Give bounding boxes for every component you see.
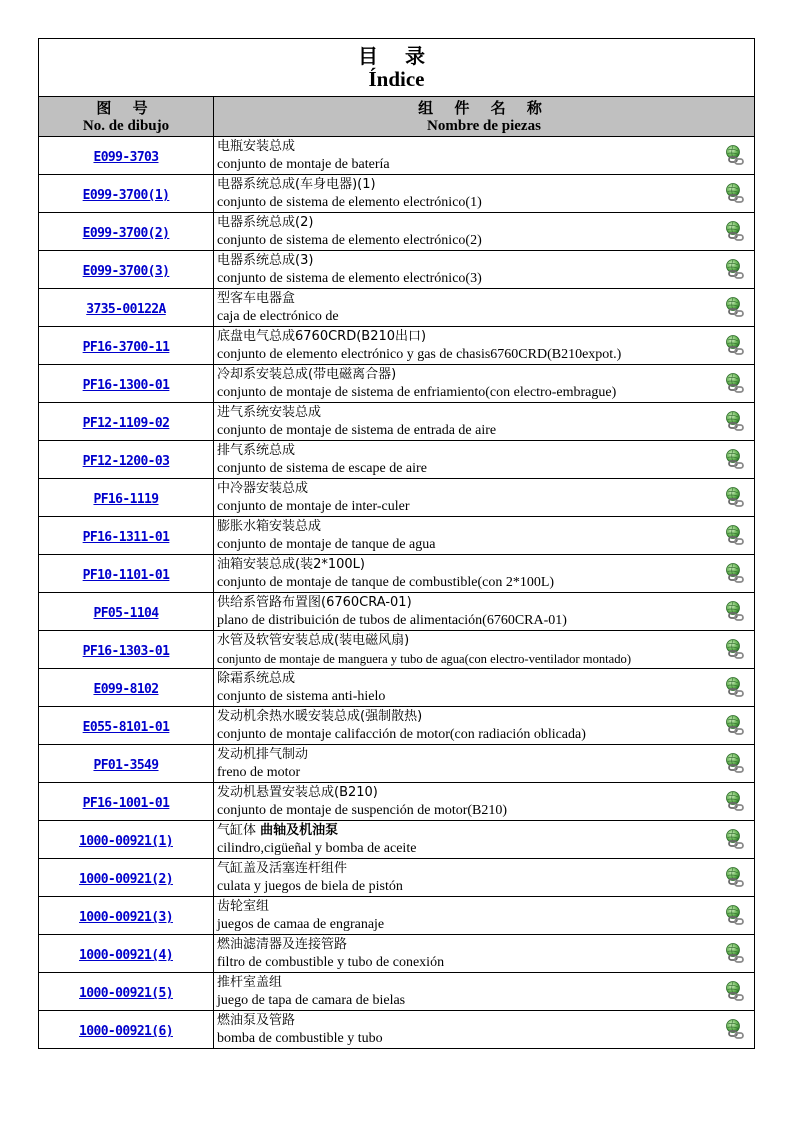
drawing-number-link[interactable]: PF01-3549 xyxy=(93,758,159,773)
drawing-number-link[interactable]: 1000-00921(4) xyxy=(79,948,173,963)
part-name-cell xyxy=(214,213,755,251)
part-name-es: culata y juegos de biela de pistón xyxy=(217,878,403,894)
part-name-es: freno de motor xyxy=(217,764,301,780)
table-row xyxy=(39,1011,755,1049)
drawing-number-link[interactable]: E099-3700(2) xyxy=(82,226,170,241)
part-name-cell xyxy=(214,669,755,707)
part-name-cn xyxy=(217,974,754,992)
chain-link-globe-icon[interactable] xyxy=(724,486,746,508)
part-name-cn xyxy=(217,670,754,688)
drawing-number-cell xyxy=(39,137,214,175)
table-row xyxy=(39,669,755,707)
chain-link-globe-icon[interactable] xyxy=(724,258,746,280)
drawing-number-link[interactable]: 1000-00921(2) xyxy=(79,872,173,887)
index-sheet xyxy=(38,38,754,1049)
part-name-es: conjunto de sistema de elemento electrónico(1) xyxy=(217,194,482,210)
table-row xyxy=(39,897,755,935)
chain-link-globe-icon[interactable] xyxy=(724,828,746,850)
table-row xyxy=(39,821,755,859)
drawing-number-link[interactable]: E055-8101-01 xyxy=(82,720,170,735)
drawing-number-cell xyxy=(39,859,214,897)
drawing-number-link[interactable]: PF05-1104 xyxy=(93,606,159,621)
part-name-cn xyxy=(217,290,754,308)
chain-link-globe-icon[interactable] xyxy=(724,562,746,584)
part-name-cell xyxy=(214,783,755,821)
part-name-cn xyxy=(217,784,754,802)
part-name-cn-text: 供给系管路布置图(6760CRA-01) xyxy=(217,594,412,610)
part-name-es: juego de tapa de camara de bielas xyxy=(217,992,406,1008)
column-header-drawing-no xyxy=(39,97,214,137)
drawing-number-link[interactable]: PF16-1119 xyxy=(93,492,159,507)
part-name-cell xyxy=(214,441,755,479)
part-name-es: caja de electrónico de xyxy=(217,308,339,324)
drawing-number-cell xyxy=(39,935,214,973)
chain-link-globe-icon[interactable] xyxy=(724,296,746,318)
part-name-cell xyxy=(214,365,755,403)
part-name-cell xyxy=(214,555,755,593)
part-name-cn xyxy=(217,442,754,460)
drawing-number-link[interactable]: E099-3700(3) xyxy=(82,264,170,279)
drawing-number-cell xyxy=(39,175,214,213)
chain-link-globe-icon[interactable] xyxy=(724,676,746,698)
part-name-es: conjunto de montaje de tanque de agua xyxy=(217,536,436,552)
part-name-es: conjunto de montaje de suspención de motor(B210) xyxy=(217,802,508,818)
part-name-cell xyxy=(214,935,755,973)
drawing-number-cell xyxy=(39,783,214,821)
drawing-number-link[interactable]: PF16-1001-01 xyxy=(82,796,170,811)
drawing-number-cell xyxy=(39,251,214,289)
part-name-cell xyxy=(214,479,755,517)
column-header-part-name xyxy=(214,97,755,137)
chain-link-globe-icon[interactable] xyxy=(724,182,746,204)
part-name-cn-text: 齿轮室组 xyxy=(217,898,270,914)
part-name-cell xyxy=(214,821,755,859)
part-name-cell xyxy=(214,745,755,783)
drawing-number-link[interactable]: E099-3703 xyxy=(93,150,159,165)
chain-link-globe-icon[interactable] xyxy=(724,752,746,774)
part-name-es: conjunto de sistema de elemento electrónico(3) xyxy=(217,270,482,286)
drawing-number-cell xyxy=(39,555,214,593)
part-name-es: conjunto de montaje de sistema de entrada de aire xyxy=(217,422,497,438)
page-title-cn: 目 录 xyxy=(358,43,435,68)
part-name-cn-text: 水管及软管安装总成(装电磁风扇) xyxy=(217,632,410,648)
table-row xyxy=(39,859,755,897)
part-name-cn xyxy=(217,214,754,232)
part-name-cell xyxy=(214,631,755,669)
part-name-cn xyxy=(217,860,754,878)
part-name-cell xyxy=(214,973,755,1011)
part-name-cn-text: 电器系统总成(2) xyxy=(217,214,314,230)
part-name-cn-text: 冷却系安装总成(带电磁离合器) xyxy=(217,366,397,382)
part-name-cn-text: 中冷器安装总成 xyxy=(217,480,309,496)
part-name-cell xyxy=(214,859,755,897)
drawing-number-link[interactable]: PF12-1200-03 xyxy=(82,454,170,469)
part-name-cn xyxy=(217,594,754,612)
table-row xyxy=(39,213,755,251)
part-name-cn-text: 型客车电器盒 xyxy=(217,290,296,306)
part-name-es: filtro de combustible y tubo de conexión xyxy=(217,954,445,970)
part-name-cn xyxy=(217,176,754,194)
table-row xyxy=(39,555,755,593)
part-name-cell xyxy=(214,897,755,935)
part-name-cn xyxy=(217,556,754,574)
chain-link-globe-icon[interactable] xyxy=(724,220,746,242)
table-row xyxy=(39,175,755,213)
part-name-cn-text: 排气系统总成 xyxy=(217,442,296,458)
part-name-cn-text: 电瓶安装总成 xyxy=(217,138,296,154)
part-name-cn xyxy=(217,822,754,840)
chain-link-globe-icon[interactable] xyxy=(724,448,746,470)
column-header-part-name-es: Nombre de piezas xyxy=(427,117,541,134)
drawing-number-link[interactable]: PF16-1303-01 xyxy=(82,644,170,659)
chain-link-globe-icon[interactable] xyxy=(724,410,746,432)
drawing-number-cell xyxy=(39,897,214,935)
drawing-number-cell xyxy=(39,441,214,479)
part-name-cn xyxy=(217,518,754,536)
part-name-cn xyxy=(217,746,754,764)
part-name-cn-text: 推杆室盖组 xyxy=(217,974,283,990)
part-name-es: conjunto de montaje de batería xyxy=(217,156,390,172)
drawing-number-link[interactable]: PF10-1101-01 xyxy=(82,568,170,583)
drawing-number-link[interactable]: E099-3700(1) xyxy=(82,188,170,203)
drawing-number-link[interactable]: PF16-3700-11 xyxy=(82,340,170,355)
table-row xyxy=(39,707,755,745)
table-row xyxy=(39,935,755,973)
part-name-es: juegos de camaa de engranaje xyxy=(217,916,385,932)
part-name-cn xyxy=(217,328,754,346)
part-name-cn-text: 油箱安装总成(装2*100L) xyxy=(217,556,365,572)
part-name-cn-bold: 曲轴及机油泵 xyxy=(260,822,339,838)
part-name-cell xyxy=(214,403,755,441)
drawing-number-cell xyxy=(39,1011,214,1049)
part-name-cn xyxy=(217,252,754,270)
chain-link-globe-icon[interactable] xyxy=(724,600,746,622)
drawing-number-cell xyxy=(39,707,214,745)
part-name-cn-text: 电器系统总成(车身电器)(1) xyxy=(217,176,376,192)
part-name-cell xyxy=(214,593,755,631)
part-name-es: conjunto de montaje de manguera y tubo de agua(con electro-ventilador montado) xyxy=(217,651,632,666)
table-row xyxy=(39,593,755,631)
drawing-number-cell xyxy=(39,821,214,859)
part-name-es: cilindro,cigüeñal y bomba de aceite xyxy=(217,840,417,856)
table-row xyxy=(39,479,755,517)
part-name-cn xyxy=(217,708,754,726)
table-row xyxy=(39,289,755,327)
table-row xyxy=(39,137,755,175)
drawing-number-link[interactable]: 1000-00921(1) xyxy=(79,834,173,849)
drawing-number-cell xyxy=(39,289,214,327)
part-name-cn-text: 气缸盖及活塞连杆组件 xyxy=(217,860,348,876)
title-cell xyxy=(39,39,755,97)
drawing-number-cell xyxy=(39,631,214,669)
part-name-cell xyxy=(214,707,755,745)
drawing-number-link[interactable]: 1000-00921(5) xyxy=(79,986,173,1001)
table-row xyxy=(39,403,755,441)
chain-link-globe-icon[interactable] xyxy=(724,904,746,926)
part-name-es: conjunto de elemento electrónico y gas de chasis6760CRD(B210expot.) xyxy=(217,346,622,362)
chain-link-globe-icon[interactable] xyxy=(724,638,746,660)
drawing-number-link[interactable]: PF16-1311-01 xyxy=(82,530,170,545)
drawing-number-cell xyxy=(39,745,214,783)
drawing-number-link[interactable]: E099-8102 xyxy=(93,682,159,697)
part-name-cn-text: 发动机排气制动 xyxy=(217,746,309,762)
drawing-number-cell xyxy=(39,517,214,555)
part-name-es: conjunto de sistema de escape de aire xyxy=(217,460,427,476)
part-name-cn xyxy=(217,480,754,498)
index-table xyxy=(38,38,755,1049)
drawing-number-cell xyxy=(39,403,214,441)
part-name-cell xyxy=(214,1011,755,1049)
part-name-cn xyxy=(217,138,754,156)
drawing-number-cell xyxy=(39,479,214,517)
drawing-number-link[interactable]: PF16-1300-01 xyxy=(82,378,170,393)
drawing-number-cell xyxy=(39,593,214,631)
part-name-cn-text: 气缸体 xyxy=(217,822,261,838)
drawing-number-cell xyxy=(39,669,214,707)
chain-link-globe-icon[interactable] xyxy=(724,980,746,1002)
drawing-number-link[interactable]: 1000-00921(6) xyxy=(79,1024,173,1039)
part-name-cn xyxy=(217,1012,754,1030)
table-row xyxy=(39,365,755,403)
part-name-cn-text: 底盘电气总成6760CRD(B210出口) xyxy=(217,328,427,344)
drawing-number-link[interactable]: 1000-00921(3) xyxy=(79,910,173,925)
chain-link-globe-icon[interactable] xyxy=(724,942,746,964)
table-row xyxy=(39,517,755,555)
chain-link-globe-icon[interactable] xyxy=(724,866,746,888)
drawing-number-cell xyxy=(39,327,214,365)
chain-link-globe-icon[interactable] xyxy=(724,334,746,356)
chain-link-globe-icon[interactable] xyxy=(724,790,746,812)
part-name-cn-text: 燃油滤清器及连接管路 xyxy=(217,936,348,952)
table-row xyxy=(39,441,755,479)
drawing-number-link[interactable]: PF12-1109-02 xyxy=(82,416,170,431)
part-name-cn-text: 燃油泵及管路 xyxy=(217,1012,296,1028)
table-row xyxy=(39,251,755,289)
part-name-cn-text: 发动机余热水暖安装总成(强制散热) xyxy=(217,708,423,724)
drawing-number-link[interactable]: 3735-00122A xyxy=(86,302,166,317)
part-name-cell xyxy=(214,327,755,365)
part-name-es: conjunto de sistema de elemento electrónico(2) xyxy=(217,232,482,248)
part-name-cn-text: 进气系统安装总成 xyxy=(217,404,322,420)
part-name-cell xyxy=(214,137,755,175)
part-name-es: plano de distribuición de tubos de alimentación(6760CRA-01) xyxy=(217,612,567,628)
part-name-es: conjunto de montaje de tanque de combustible(con 2*100L) xyxy=(217,574,555,590)
drawing-number-cell xyxy=(39,973,214,1011)
table-row xyxy=(39,745,755,783)
part-name-cn xyxy=(217,632,754,650)
page-title-es: Índice xyxy=(368,66,425,91)
table-row xyxy=(39,973,755,1011)
part-name-cn xyxy=(217,936,754,954)
part-name-cn-text: 电器系统总成(3) xyxy=(217,252,314,268)
part-name-cn xyxy=(217,366,754,384)
chain-link-globe-icon[interactable] xyxy=(724,144,746,166)
table-row xyxy=(39,783,755,821)
table-row xyxy=(39,327,755,365)
part-name-cn xyxy=(217,404,754,422)
part-name-cn xyxy=(217,898,754,916)
chain-link-globe-icon[interactable] xyxy=(724,524,746,546)
drawing-number-cell xyxy=(39,365,214,403)
column-header-part-name-cn: 组 件 名 称 xyxy=(418,98,550,117)
part-name-cn-text: 除霜系统总成 xyxy=(217,670,296,686)
part-name-cell xyxy=(214,517,755,555)
part-name-cell xyxy=(214,175,755,213)
part-name-es: conjunto de montaje califacción de motor(con radiación oblicada) xyxy=(217,726,586,742)
chain-link-globe-icon[interactable] xyxy=(724,372,746,394)
part-name-es: conjunto de montaje de sistema de enfriamiento(con electro-embrague) xyxy=(217,384,617,400)
drawing-number-cell xyxy=(39,213,214,251)
part-name-es: conjunto de montaje de inter-culer xyxy=(217,498,410,514)
part-name-cell xyxy=(214,251,755,289)
part-name-cn-text: 膨胀水箱安装总成 xyxy=(217,518,322,534)
part-name-cn-text: 发动机悬置安装总成(B210) xyxy=(217,784,378,800)
table-row xyxy=(39,631,755,669)
chain-link-globe-icon[interactable] xyxy=(724,714,746,736)
part-name-es: bomba de combustible y tubo xyxy=(217,1030,383,1046)
column-header-drawing-no-cn: 图 号 xyxy=(96,98,156,117)
chain-link-globe-icon[interactable] xyxy=(724,1018,746,1040)
part-name-cell xyxy=(214,289,755,327)
column-header-drawing-no-es: No. de dibujo xyxy=(82,117,170,134)
part-name-es: conjunto de sistema anti-hielo xyxy=(217,688,386,704)
